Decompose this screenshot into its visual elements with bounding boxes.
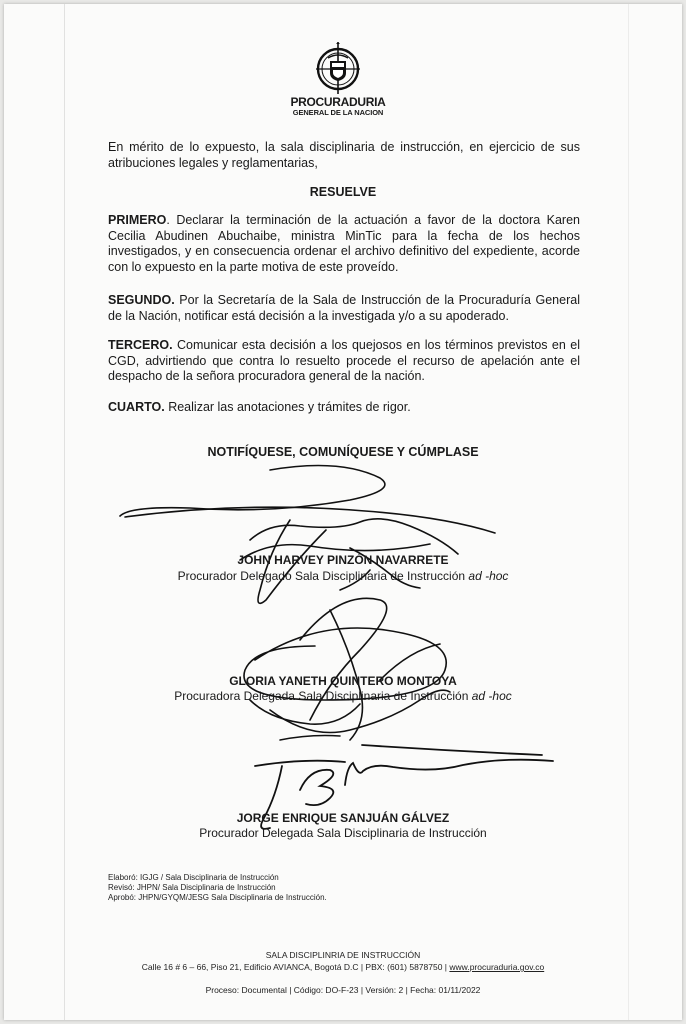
footer-address: Calle 16 # 6 – 66, Piso 21, Edificio AVIANCA, Bogotá D.C | PBX: (601) 5878750 | www.procuraduria.gov.co — [141, 962, 545, 972]
signatory-name: GLORIA YANETH QUINTERO MONTOYA — [229, 674, 457, 688]
footer-process: Proceso: Documental | Código: DO-F-23 | Versión: 2 | Fecha: 01/11/2022 — [205, 985, 481, 995]
item-text: Realizar las anotaciones y trámites de rigor. — [168, 400, 411, 414]
signatory-role: Procurador Delegado Sala Disciplinaria de Instrucción ad -hoc — [177, 569, 509, 583]
item-label: PRIMERO — [108, 213, 167, 227]
logo-subtitle: GENERAL DE LA NACION — [292, 108, 384, 117]
item-label: SEGUNDO. — [108, 293, 175, 307]
signatory-name: JORGE ENRIQUE SANJUÁN GÁLVEZ — [236, 811, 450, 825]
signatory-role: Procuradora Delegada Sala Disciplinaria de Instrucción ad -hoc — [174, 689, 512, 703]
resuelve-heading: RESUELVE — [309, 185, 377, 199]
item-text: Declarar la terminación de la actuación a favor de la doctora Karen Cecilia Abudinen Abuchaibe, ministra MinTic para la fecha de los hechos investigados, y en consecuencia ordenar el archivo definitivo del expediente, acorde con lo expuesto en la parte motiva de este proveído. — [108, 213, 581, 274]
footer-office: SALA DISCIPLINRIA DE INSTRUCCIÓN — [265, 950, 421, 960]
item-text: Comunicar esta decisión a los quejosos en los términos previstos en el CGD, advirtiendo que contra lo resuelto procede el recurso de apelación ante el despacho de la señora procuradora general de la nación. — [108, 338, 580, 383]
item-label: TERCERO. — [108, 338, 173, 352]
item-label: CUARTO. — [108, 400, 165, 414]
footer-website-link[interactable]: www.procuraduria.gov.co — [449, 962, 545, 972]
signatory-name: JOHN HARVEY PINZÓN NAVARRETE — [237, 553, 449, 567]
credit-line: Revisó: JHPN/ Sala Disciplinaria de Instrucción — [108, 883, 276, 892]
credit-line: Elaboró: IGJG / Sala Disciplinaria de Instrucción — [108, 873, 279, 882]
intro-paragraph: En mérito de lo expuesto, la sala disciplinaria de instrucción, en ejercicio de sus atribuciones legales y reglamentarias, — [108, 140, 580, 170]
signatory-role: Procurador Delegada Sala Disciplinaria de Instrucción — [199, 826, 487, 840]
closing-formula: NOTIFÍQUESE, COMUNÍQUESE Y CÚMPLASE — [207, 445, 479, 459]
logo-title: PROCURADURIA — [290, 95, 386, 109]
credit-line: Aprobó: JHPN/GYQM/JESG Sala Disciplinaria de Instrucción. — [108, 893, 327, 902]
resolution-item-primero: PRIMERO. Declarar la terminación de la actuación a favor de la doctora Karen Cecilia Abudinen Abuchaibe, ministra MinTic para la fecha de los hechos investigados, y en consecuencia ordenar el archivo definitivo del expediente, acorde con lo expuesto en la parte motiva de este proveído. — [108, 213, 581, 274]
item-text: Por la Secretaría de la Sala de Instrucción de la Procuraduría General de la Nación, notificar está decisión a la investigada y/o a su apoderado. — [108, 293, 580, 323]
